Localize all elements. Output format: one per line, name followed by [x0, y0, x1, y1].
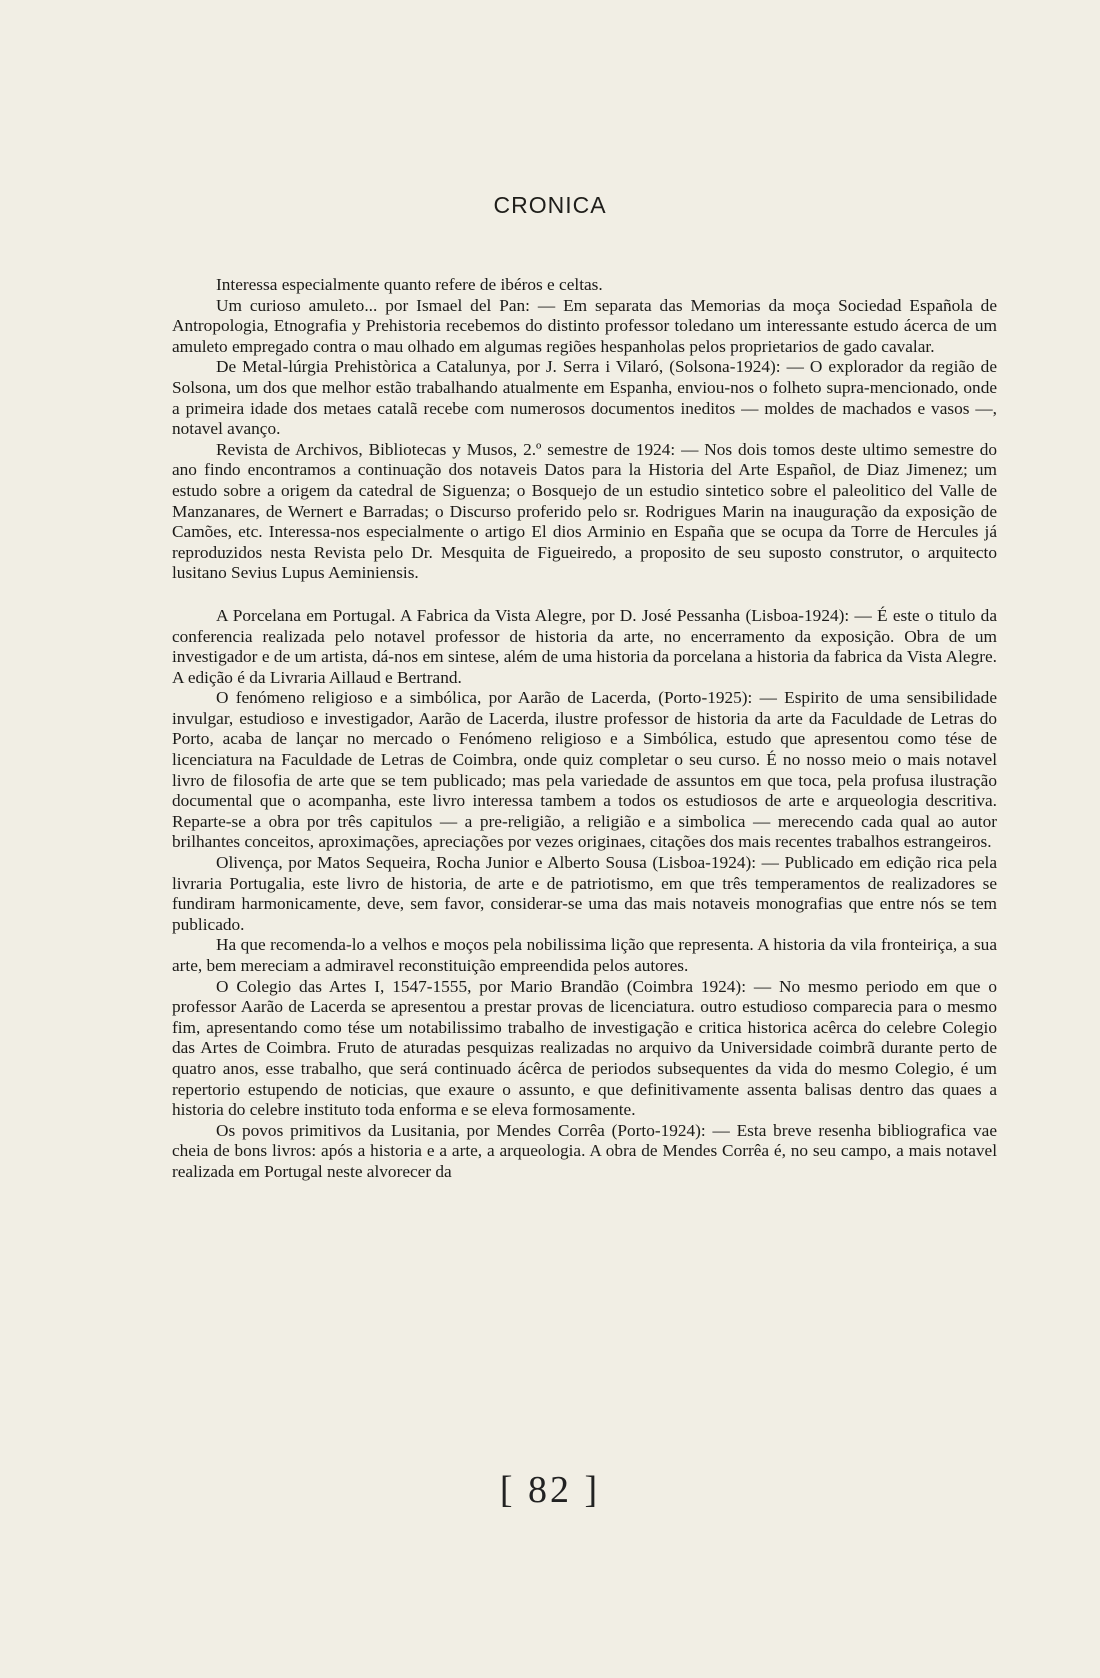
page-number: [ 82 ] [499, 1469, 601, 1511]
paragraph-porcelana: A Porcelana em Portugal. A Fabrica da Vista Alegre, por D. José Pessanha (Lisboa-1924): — É este o titulo da conferencia realizada pelo notavel professor de historia da arte, no encerramento da exposição. Obra de um investigador e de um artista, dá-nos em sintese, além de uma historia da porcelana a historia da fabrica da Vista Alegre. A edição é da Livraria Aillaud e Bertrand. [172, 605, 997, 687]
paragraph-olivenca-cont: Ha que recomenda-lo a velhos e moços pela nobilissima lição que representa. A historia da vila fronteiriça, a sua arte, bem mereciam a admiravel reconstituição empreendida pelos autores. [172, 935, 997, 975]
paragraph-revista-archivos: Revista de Archivos, Bibliotecas y Musos, 2.º semestre de 1924: — Nos dois tomos deste ultimo semestre do ano findo encontramos a continuação dos notaveis Datos para la Historia del Arte Español, de Diaz Jimenez; um estudo sobre a origem da catedral de Siguenza; o Bosquejo de un estudio sintetico sobre el paleolitico del Valle de Manzanares, de Wernert e Barradas; o Discurso proferido pelo sr. Rodrigues Marin na inauguração da exposição de Camões, etc. Interessa-nos especialmente o artigo El dios Arminio en España que se ocupa da Torre de Hercules já reproduzidos nesta Revista pelo Dr. Mesquita de Figueiredo, a proposito de seu suposto construtor, o arquitecto lusitano Sevius Lupus Aeminiensis. [172, 439, 997, 583]
paragraph-amuleto: Um curioso amuleto... por Ismael del Pan: — Em separata das Memorias da moça Sociedad Española de Antropologia, Etnografia y Prehistoria recebemos do distinto professor toledano um interessante estudo ácerca de um amuleto empregado contra o mau olhado em algumas regiões hespanholas pelos proprietarios de gado cavalar. [172, 295, 997, 356]
section-gap [172, 584, 997, 606]
paragraph-fenomeno-religioso: O fenómeno religioso e a simbólica, por Aarão de Lacerda, (Porto-1925): — Espirito de uma sensibilidade invulgar, estudioso e investigador, Aarão de Lacerda, ilustre professor de historia da arte da Faculdade de Letras do Porto, acaba de lançar no mercado o Fenómeno religioso e a Simbólica, estudo que apresentou como tése de licenciatura na Faculdade de Letras de Coimbra, onde quiz completar o seu curso. É no nosso meio o mais notavel livro de filosofia de arte que se tem publicado; mas pela variedade de assuntos em que toca, pela profusa ilustração documental que o acompanha, este livro interessa tambem a todos os estudiosos de arte e arqueologia descritiva. Reparte-se a obra por três capitulos — a pre-religião, a religião e a simbolica — merecendo cada qual ao autor brilhantes conceitos, aproximações, apreciações por vezes originaes, citações dos mais recentes trabalhos estrangeiros. [172, 688, 997, 852]
paragraph-iberos: Interessa especialmente quanto refere de ibéros e celtas. [216, 275, 603, 294]
paragraph-olivenca: Olivença, por Matos Sequeira, Rocha Junior e Alberto Sousa (Lisboa-1924): — Publicado em edição rica pela livraria Portugalia, este livro de historia, de arte e de patriotismo, em que três temperamentos de realizadores se fundiram harmonicamente, deve, sem favor, considerar-se uma das mais notaveis monografias que entre nós se tem publicado. [172, 853, 997, 934]
page-body [172, 275, 997, 1183]
paragraph-povos-primitivos: Os povos primitivos da Lusitania, por Mendes Corrêa (Porto-1924): — Esta breve resenha bibliografica vae cheia de bons livros: após a historia e a arte, a arqueologia. A obra de Mendes Corrêa é, no seu campo, a mais notavel realizada em Portugal neste alvorecer da [172, 1120, 997, 1181]
paragraph-colegio-artes: O Colegio das Artes I, 1547-1555, por Mario Brandão (Coimbra 1924): — No mesmo periodo em que o professor Aarão de Lacerda se apresentou a prestar provas de licenciatura. outro estudioso comparecia para o mesmo fim, apresentando como tése um notabilissimo trabalho de investigação e critica historica acêrca do celebre Colegio das Artes de Coimbra. Fruto de aturadas pesquizas realizadas no arquivo da Universidade coimbrã durante perto de quatro anos, esse trabalho, que será continuado ácêrca de periodos subsequentes da vida do mesmo Colegio, é um repertorio estupendo de noticias, que exaure o assunto, e que definitivamente assenta balisas dentro das quaes a historia do celebre instituto toda enforma e se eleva formosamente. [172, 976, 997, 1120]
page-header: CRONICA [493, 192, 607, 218]
paragraph-metallurgia: De Metal-lúrgia Prehistòrica a Catalunya, por J. Serra i Vilaró, (Solsona-1924): — O explorador da região de Solsona, um dos que melhor estão trabalhando atualmente em Espanha, enviou-nos o folheto supra-mencionado, onde a primeira idade dos metaes catalã recebe com numerosos documentos ineditos — moldes de machados e vasos —, notavel avanço. [172, 357, 997, 439]
